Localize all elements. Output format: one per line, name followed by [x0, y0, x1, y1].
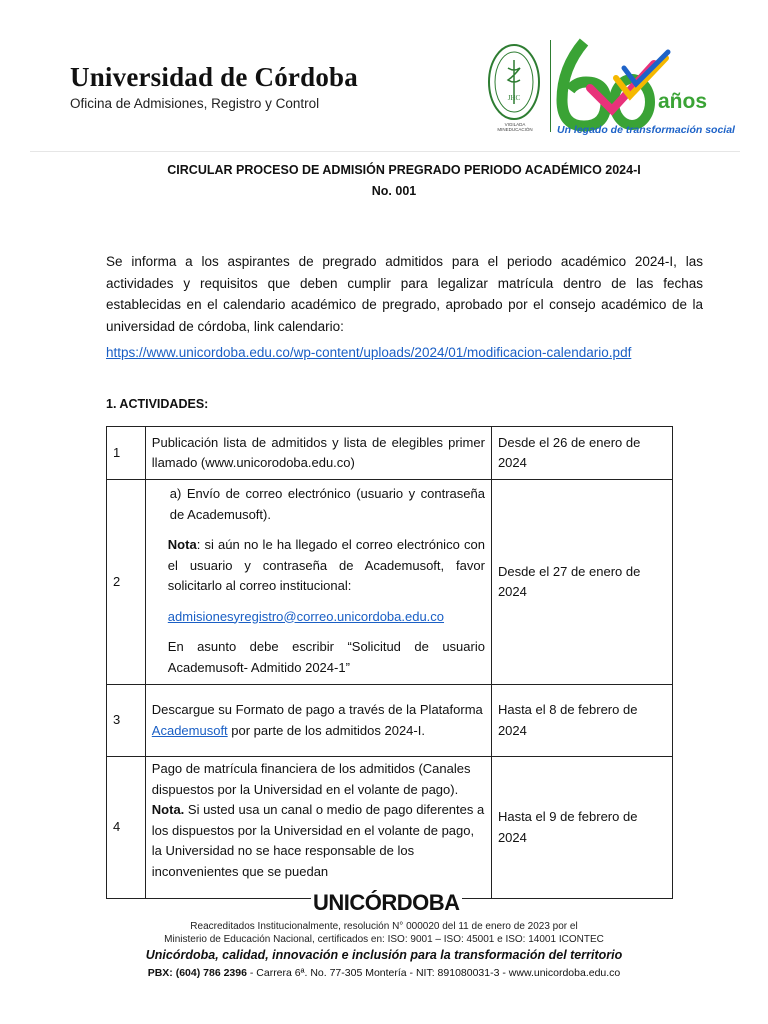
- intro-paragraph: Se informa a los aspirantes de pregrado admitidos para el periodo académico 2024-I, las actividades y requisitos que deben cumplir para legalizar matrícula dentro de las fechas establecidas en el calendario académico de pregrado, aprobado por el consejo académico de la universidad de córdoba, link calendario:: [106, 254, 703, 334]
- activity-text: por parte de los admitidos 2024-I.: [227, 722, 425, 738]
- table-row: [107, 480, 673, 685]
- footer-address: - Carrera 6ª. No. 77-305 Montería - NIT: 891080031-3 - www.unicordoba.edu.co: [246, 967, 621, 979]
- activity-description: [152, 759, 485, 895]
- activity-text: Descargue su Formato de pago a través de la Plataforma: [151, 702, 483, 717]
- row-number: 4: [107, 757, 146, 899]
- table-row: [107, 685, 673, 757]
- table-row: [107, 757, 673, 899]
- university-name: Universidad de Córdoba: [70, 62, 358, 92]
- university-seal-icon: [486, 42, 542, 130]
- row-number: 3: [107, 685, 146, 757]
- email-subject-instruction: En asunto debe escribir “Solicitud de usuario Academusoft- Admitido 2024-1”: [167, 639, 485, 675]
- note-label: Nota: [167, 537, 197, 552]
- note-label: Nota.: [151, 802, 185, 817]
- footer-certifications: Ministerio de Educación Nacional, certificados en: ISO: 9001 – ISO: 45001 e ISO: 14001 ICONTEC: [164, 934, 604, 945]
- office-name: Oficina de Admisiones, Registro y Control: [70, 96, 320, 111]
- header-divider: [550, 40, 551, 132]
- row-number: 1: [107, 427, 146, 480]
- circular-number: No. 001: [371, 184, 417, 198]
- academusoft-link[interactable]: Academusoft: [151, 722, 228, 738]
- 60-years-logo-icon: [556, 38, 716, 138]
- note-text: Si usted usa un canal o medio de pago diferentes a los dispuestos por la Universidad en el volante de pago, la Universidad no se hace responsable de los inconvenientes que se puedan: [151, 802, 485, 879]
- footer-slogan: Unicórdoba, calidad, innovación e inclusión para la transformación del territorio: [145, 948, 623, 962]
- anniversary-suffix: años: [658, 90, 708, 113]
- footer-pbx: PBX: (604) 786 2396: [147, 967, 247, 979]
- activity-date: Hasta el 8 de febrero de 2024: [491, 685, 672, 757]
- activity-note: [168, 535, 485, 597]
- calendar-link[interactable]: https://www.unicordoba.edu.co/wp-content/uploads/2024/01/modificacion-calendario.pdf: [106, 345, 632, 360]
- row-number: 2: [107, 480, 146, 685]
- header-rule: [30, 151, 740, 152]
- svg-text:JHC: JHC: [507, 94, 521, 102]
- activity-text: Pago de matrícula financiera de los admitidos (Canales dispuestos por la Universidad en el volante de pago).: [151, 761, 471, 797]
- unicordoba-brand-logo: UNICÓRDOBA: [313, 890, 460, 915]
- circular-title: CIRCULAR PROCESO DE ADMISIÓN PREGRADO PERIODO ACADÉMICO 2024-I: [167, 163, 641, 177]
- activity-description: Publicación lista de admitidos y lista de elegibles primer llamado (www.unicorodoba.edu.co): [145, 427, 491, 480]
- footer-accreditation: Reacreditados Institucionalmente, resolución N° 000020 del 11 de enero de 2023 por el: [190, 921, 578, 932]
- seal-caption: VIGILADA MINEDUCACIÓN: [497, 122, 533, 132]
- activity-date: Hasta el 9 de febrero de 2024: [491, 757, 672, 899]
- note-text: : si aún no le ha llegado el correo electrónico con el usuario y contraseña de Academusoft, favor solicitarlo al correo institucional:: [167, 537, 485, 593]
- activities-table: [106, 426, 673, 899]
- admissions-email-link[interactable]: admisionesyregistro@correo.unicordoba.edu.co: [167, 608, 445, 624]
- activity-date: Desde el 26 de enero de 2024: [491, 427, 672, 480]
- anniversary-tagline: Un legado de transformación social: [557, 124, 735, 136]
- activity-date: Desde el 27 de enero de 2024: [491, 480, 672, 685]
- table-row: [107, 427, 673, 480]
- footer-contact: [0, 967, 768, 979]
- section-title: 1. ACTIVIDADES:: [106, 397, 209, 411]
- activity-item: a) Envío de correo electrónico (usuario y contraseña de Academusoft).: [169, 486, 485, 522]
- activity-description: [145, 685, 491, 757]
